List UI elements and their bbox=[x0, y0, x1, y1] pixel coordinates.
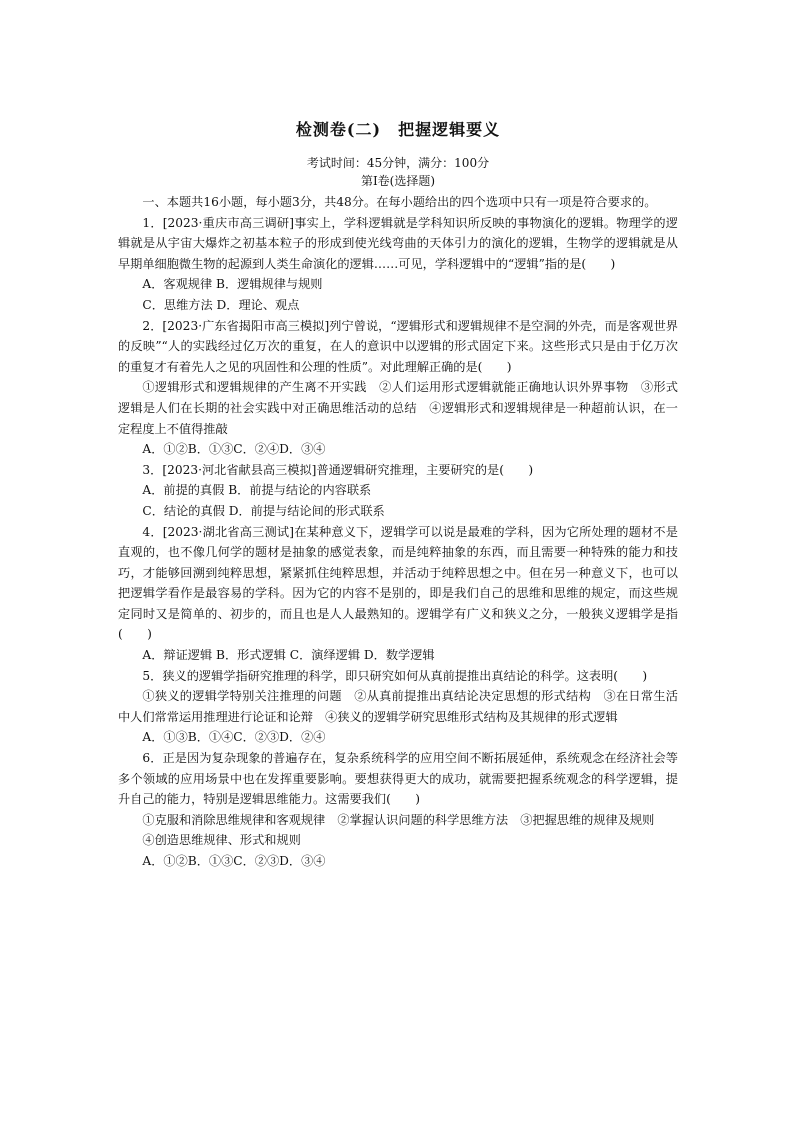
exam-info: 考试时间：45分钟，满分：100分 bbox=[306, 156, 490, 170]
question-statements-continued: ④创造思维规律、形式和规则 bbox=[142, 833, 301, 848]
question-5 bbox=[118, 666, 678, 748]
question-statements: ①克服和消除思维规律和客观规律 ②掌握认识问题的科学思维方法 ③把握思维的规律及规则 bbox=[142, 812, 655, 827]
answer-options: A．前提的真假 B．前提与结论的内容联系 bbox=[142, 483, 372, 498]
page-title: 检测卷(二) 把握逻辑要义 bbox=[295, 120, 501, 139]
question-3 bbox=[118, 460, 678, 522]
answer-options: A．辩证逻辑 B．形式逻辑 C．演绎逻辑 D．数学逻辑 bbox=[142, 648, 435, 663]
question-statements: ①逻辑形式和逻辑规律的产生离不开实践 ②人们运用形式逻辑就能正确地认识外界事物 ③形式逻辑是人们在长期的社会实践中对正确思维活动的总结 ④逻辑形式和逻辑规律是一种超前认识，在一定程度上不值得推敲 bbox=[118, 380, 678, 436]
question-6 bbox=[118, 748, 678, 872]
answer-options: A．①③B．①④C．②③D．②④ bbox=[142, 730, 326, 745]
question-stem: 1．[2023·重庆市高三调研]事实上，学科逻辑就是学科知识所反映的事物演化的逻辑。物理学的逻辑就是从宇宙大爆炸之初基本粒子的形成到使光线弯曲的天体引力的演化的逻辑，生物学的逻辑就是从早期单细胞微生物的起源到人类生命演化的逻辑……可见，学科逻辑中的“逻辑”指的是( ) bbox=[118, 215, 678, 271]
answer-options: C．思维方法 D．理论、观点 bbox=[142, 297, 300, 312]
question-stem: 4．[2023·湖北省高三测试]在某种意义下，逻辑学可以说是最难的学科，因为它所处理的题材不是直观的，也不像几何学的题材是抽象的感觉表象，而是纯粹抽象的东西，而且需要一种特殊的能力和技巧，才能够回溯到纯粹思想，紧紧抓住纯粹思想，并活动于纯粹思想之中。但在另一种意义下，也可以把逻辑学看作是最容易的学科。因为它的内容不是别的，即是我们自己的思维和思维的规定，而这些规定同时又是简单的、初步的，而且也是人人最熟知的。逻辑学有广义和狭义之分，一般狭义逻辑学是指( ) bbox=[118, 524, 678, 642]
question-statements: ①狭义的逻辑学特别关注推理的问题 ②从真前提推出真结论决定思想的形式结构 ③在日常生活中人们常常运用推理进行论证和论辩 ④狭义的逻辑学研究思维形式结构及其规律的形式逻辑 bbox=[118, 689, 678, 724]
question-stem: 3．[2023·河北省献县高三模拟]普通逻辑研究推理，主要研究的是( ) bbox=[142, 462, 534, 477]
section-heading: 第Ⅰ卷(选择题) bbox=[360, 174, 436, 188]
question-2 bbox=[118, 316, 678, 460]
answer-options: A．①②B．①③C．②④D．③④ bbox=[142, 442, 326, 457]
instruction-text: 一、本题共16小题，每小题3分，共48分。在每小题给出的四个选项中只有一项是符合要求的。 bbox=[142, 195, 657, 209]
question-stem: 2．[2023·广东省揭阳市高三模拟]列宁曾说，“逻辑形式和逻辑规律不是空洞的外壳，而是客观世界的反映”“人的实践经过亿万次的重复，在人的意识中以逻辑的形式固定下来。这些形式只是由于亿万次的重复才有着先人之见的巩固性和公理的性质”。对此理解正确的是( ) bbox=[118, 318, 678, 374]
page-content bbox=[118, 118, 678, 872]
answer-options: A．①②B．①③C．②③D．③④ bbox=[142, 854, 326, 868]
answer-options: C．结论的真假 D．前提与结论间的形式联系 bbox=[142, 503, 385, 518]
question-4 bbox=[118, 522, 678, 666]
question-1 bbox=[118, 213, 678, 316]
answer-options: A．客观规律 B．逻辑规律与规则 bbox=[142, 277, 323, 292]
question-stem: 6．正是因为复杂现象的普遍存在，复杂系统科学的应用空间不断拓展延伸，系统观念在经济社会等多个领域的应用场景中也在发挥重要影响。要想获得更大的成功，就需要把握系统观念的科学逻辑，提升自己的能力，特别是逻辑思维能力。这需要我们( ) bbox=[118, 751, 678, 807]
question-stem: 5．狭义的逻辑学指研究推理的科学，即只研究如何从真前提推出真结论的科学。这表明( ) bbox=[142, 668, 648, 683]
